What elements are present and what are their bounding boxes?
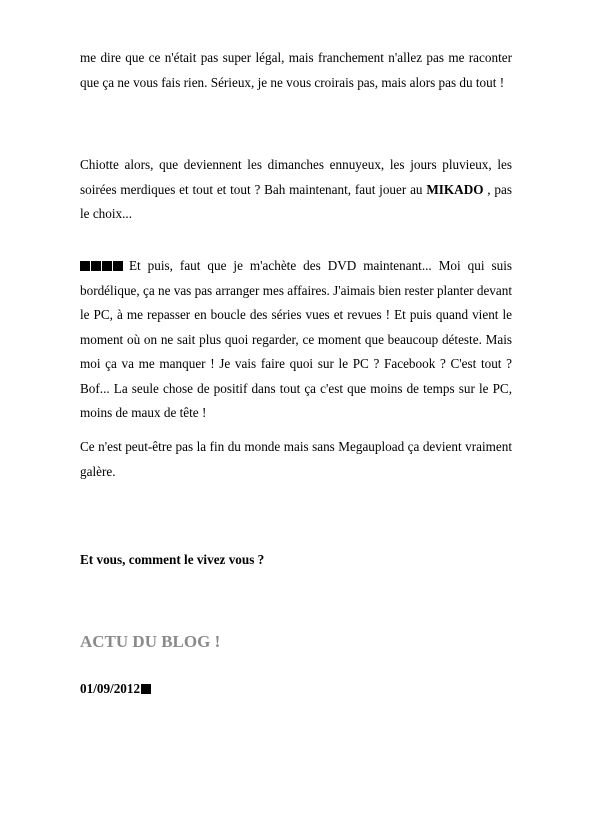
question-heading: Et vous, comment le vivez vous ?	[80, 552, 265, 567]
mikado-emphasis: MIKADO	[426, 181, 484, 197]
paragraph-intro: me dire que ce n'était pas super légal, mais franchement n'allez pas me raconter que ça ne vous fais rien. Sérieux, je ne vous croirais pas, mais alors pas du tout !	[80, 50, 512, 90]
paragraph-megaupload: Ce n'est peut-être pas la fin du monde mais sans Megaupload ça devient vraiment galère.	[80, 439, 512, 479]
date-text: 01/09/2012	[80, 681, 141, 696]
paragraph-dvd	[80, 254, 512, 426]
blog-news-heading: ACTU DU BLOG !	[80, 632, 221, 651]
black-square-icon	[141, 684, 151, 694]
date-line	[80, 677, 152, 701]
paragraph-dvd-text: Et puis, faut que je m'achète des DVD maintenant... Moi qui suis bordélique, ça ne vas pas arranger mes affaires. J'aimais bien rester planter devant le PC, à me repasser en boucle des séries vues et revues ! Et puis quand vient le moment où on ne sait plus quoi regarder, ce moment que beaucoup déteste. Mais moi ça va me manquer ! Je vais faire quoi sur le PC ? Facebook ? C'est tout ? Bof... La seule chose de positif dans tout ça c'est que moins de temps sur le PC, moins de maux de tête !	[80, 258, 513, 420]
paragraph-mikado	[80, 153, 512, 227]
paragraph-mikado-text-a: Chiotte alors, que deviennent les dimanches ennuyeux, les jours pluvieux, les soirées merdiques et tout et tout ? Bah maintenant, faut jouer au	[80, 157, 512, 197]
paragraph-mikado-text-c: , pas le choix...	[80, 181, 512, 221]
black-squares-icon	[80, 254, 124, 279]
